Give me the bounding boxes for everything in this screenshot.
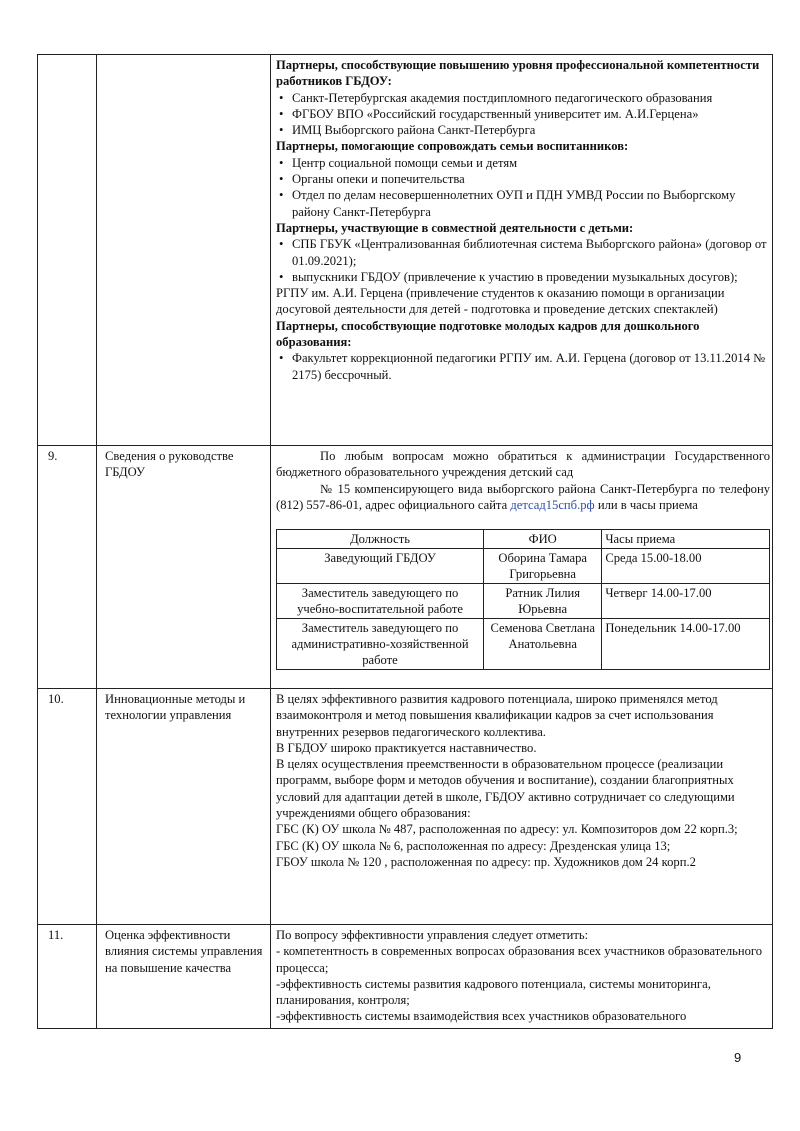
partners-young-heading: Партнеры, способствующие подготовке молодых кадров для дошкольного образования:	[276, 318, 700, 350]
row-10-paragraph: В целях осуществления преемственности в образовательном процессе (реализации программ, выборе форм и методов обучения и воспитание), создании благоприятных условий для адаптации детей в школе, ГБДОУ активно сотрудничает со следующими учреждениями общего образования:	[276, 757, 735, 821]
position-cell: Заместитель заведующего по учебно-воспитательной работе	[277, 584, 484, 619]
list-item: • Органы опеки и попечительства	[276, 171, 770, 187]
list-item: • ФГБОУ ВПО «Российский государственный университет им. А.И.Герцена»	[276, 106, 770, 122]
management-contact-intro: По любым вопросам можно обратиться к администрации Государственного бюджетного образовательного учреждения детский сад	[276, 449, 770, 480]
name-cell: Семенова Светлана Анатольевна	[484, 619, 602, 670]
table-row-9	[38, 446, 773, 689]
school-address: ГБОУ школа № 120 , расположенная по адресу: пр. Художников дом 24 корп.2	[276, 854, 696, 869]
list-item: • ИМЦ Выборгского района Санкт-Петербурга	[276, 122, 770, 138]
school-address: ГБС (К) ОУ школа № 6, расположенная по адресу: Дрезденская улица 13;	[276, 838, 671, 853]
row-9-content-cell	[271, 446, 773, 689]
row-10-title: Инновационные методы и технологии управления	[97, 689, 271, 925]
column-header-name: ФИО	[484, 530, 602, 549]
list-item: • СПБ ГБУК «Централизованная библиотечная система Выборгского района» (договор от 01.09.2021);	[276, 236, 770, 269]
list-item: • Санкт-Петербургская академия постдипломного педагогического образования	[276, 90, 770, 106]
hours-cell: Среда 15.00-18.00	[602, 549, 770, 584]
position-cell: Заместитель заведующего по административно-хозяйственной работе	[277, 619, 484, 670]
row-11-content-cell	[271, 925, 773, 1029]
name-cell: Ратник Лилия Юрьевна	[484, 584, 602, 619]
row-11-line: По вопросу эффективности управления следует отметить:	[276, 928, 589, 942]
page-number: 9	[734, 1050, 742, 1065]
list-item: • выпускники ГБДОУ (привлечение к участию в проведении музыкальных досугов);	[276, 269, 770, 285]
hours-cell: Четверг 14.00-17.00	[602, 584, 770, 619]
row-11-number: 11.	[38, 925, 97, 1029]
table-row	[277, 584, 770, 619]
row-11-title: Оценка эффективности влияния системы управления на повышение качества	[97, 925, 271, 1029]
partners-prof-list	[276, 90, 770, 139]
reception-hours-text: или в часы приема	[597, 497, 698, 512]
list-item: • Факультет коррекционной педагогики РГПУ им. А.И. Герцена (договор от 13.11.2014 № 2175) бессрочный.	[276, 350, 770, 383]
list-item: • Центр социальной помощи семьи и детям	[276, 155, 770, 171]
school-address: ГБС (К) ОУ школа № 487, расположенная по адресу: ул. Композиторов дом 22 корп.3;	[276, 822, 738, 837]
row-9-number: 9.	[38, 446, 97, 689]
row-9-title: Сведения о руководстве ГБДОУ	[97, 446, 271, 689]
row-10-paragraph: В целях эффективного развития кадрового потенциала, широко применялся метод взаимоконтроля и метод повышения квалификации кадров за счет использования внутренних резервов педагогического коллектива.	[276, 692, 718, 739]
row-8-number-cell	[38, 55, 97, 446]
management-table	[276, 529, 770, 670]
partners-children-list	[276, 236, 770, 285]
document-table	[37, 54, 773, 1029]
list-item: • Отдел по делам несовершеннолетних ОУП и ПДН УМВД России по Выборгскому району Санкт-Петербурга	[276, 187, 770, 220]
partners-prof-heading: Партнеры, способствующие повышению уровня профессиональной компетентности работников ГБДОУ:	[276, 58, 760, 89]
row-10-number: 10.	[38, 689, 97, 925]
hours-cell: Понедельник 14.00-17.00	[602, 619, 770, 670]
rgpu-partnership-text: РГПУ им. А.И. Герцена (привлечение студентов к оказанию помощи в организации досуговой деятельности для детей - подготовка и проведение детских спектаклей)	[276, 286, 725, 317]
row-11-line: -эффективность системы взаимодействия всех участников образовательного	[276, 1009, 687, 1024]
column-header-hours: Часы приема	[602, 530, 770, 549]
table-row-11	[38, 925, 773, 1029]
partners-families-list	[276, 155, 770, 220]
name-cell: Оборина Тамара Григорьевна	[484, 549, 602, 584]
row-8-content-cell	[271, 55, 773, 446]
row-8-title-cell	[97, 55, 271, 446]
table-row	[277, 549, 770, 584]
position-cell: Заведующий ГБДОУ	[277, 549, 484, 584]
partners-children-heading: Партнеры, участвующие в совместной деятельности с детьми:	[276, 220, 634, 235]
management-contact-phone	[276, 481, 770, 514]
column-header-position: Должность	[277, 530, 484, 549]
row-11-line: -эффективность системы развития кадрового потенциала, системы мониторинга, планирования, контроля;	[276, 976, 711, 1008]
phone-and-site-text: № 15 компенсирующего вида выборгского района Санкт-Петербурга по телефону (812) 557-86-01, адрес официального сайта	[276, 481, 770, 512]
row-10-content-cell	[271, 689, 773, 925]
row-11-line: - компетентность в современных вопросах образования всех участников образовательного процесса;	[276, 944, 763, 975]
row-10-paragraph: В ГБДОУ широко практикуется наставничество.	[276, 740, 537, 755]
table-row-10	[38, 689, 773, 925]
management-table-header-row	[277, 530, 770, 549]
partners-families-heading: Партнеры, помогающие сопровождать семьи воспитанников:	[276, 139, 629, 154]
partners-young-list	[276, 350, 770, 383]
table-row	[277, 619, 770, 670]
official-site-link[interactable]: детсад15спб.рф	[510, 497, 595, 512]
table-row-8	[38, 55, 773, 446]
